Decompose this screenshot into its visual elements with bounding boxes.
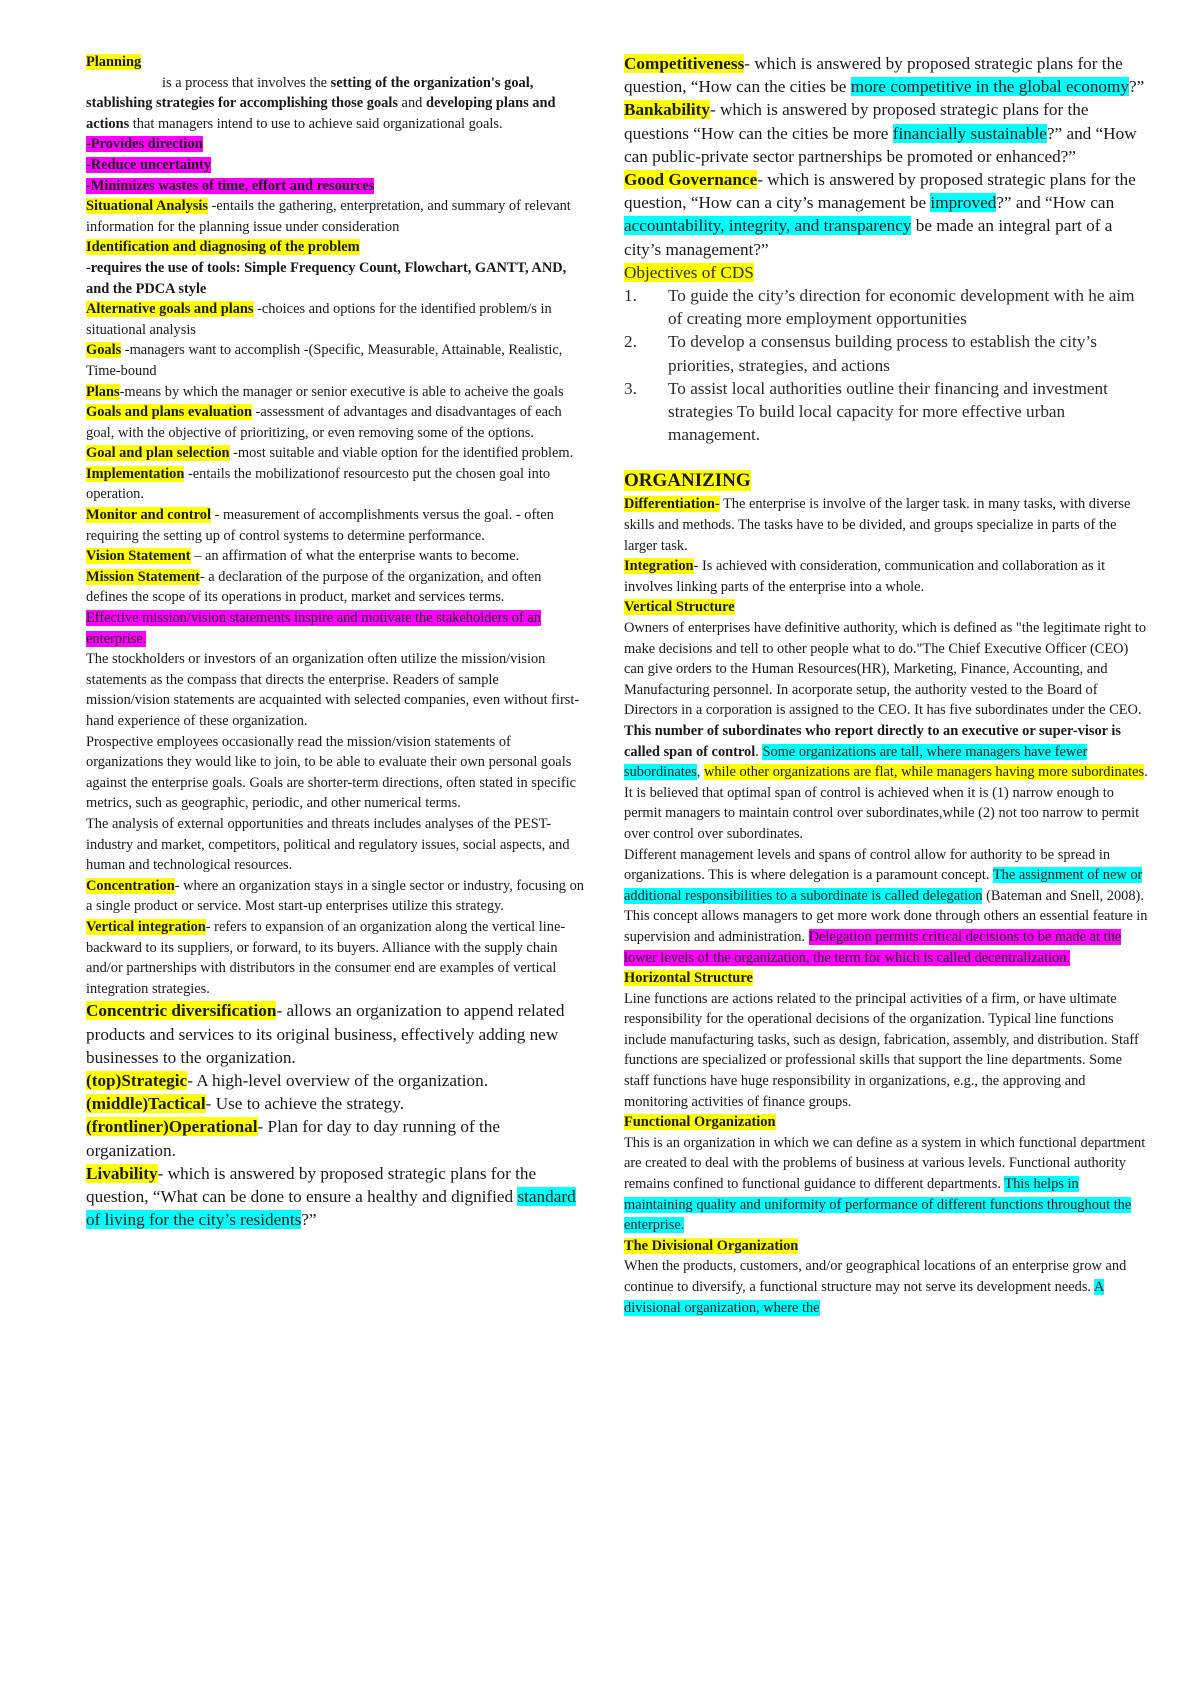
vision-statement: Vision Statement – an affirmation of what the enterprise wants to become. [86, 548, 520, 565]
list-item: 1. To guide the city’s direction for economic development with he aim of creating more employment opportunities [624, 286, 1135, 329]
concentric-diversification: Concentric diversification- allows an organization to append related products and services to its original business, effectively adding new businesses to the organization. [86, 1001, 565, 1067]
identification-term: Identification and diagnosing of the problem [86, 239, 360, 256]
tactical-plan: (middle)Tactical- Use to achieve the strategy. [86, 1094, 405, 1114]
divisional-organization-title: The Divisional Organization [624, 1237, 799, 1254]
list-item: 3. To assist local authorities outline their financing and investment strategies To build local capacity for more effective urban management. [624, 378, 1108, 445]
objectives-title: Objectives of CDS [624, 262, 754, 282]
effective-statements: Effective mission/vision statements inspire and motivate the stakeholders of an enterprise. [86, 610, 541, 647]
divisional-organization-body: When the products, customers, and/or geographical locations of an enterprise grow and continue to diversify, a functional structure may not serve its development needs. A divisional organization, where the [624, 1258, 1127, 1316]
goals-plans-evaluation: Goals and plans evaluation -assessment of advantages and disadvantages of each goal, with the objective of prioritizing, or even removing some of the options. [86, 404, 562, 441]
list-item: 2. To develop a consensus building process to establish the city’s priorities, strategies, and actions [624, 332, 1097, 375]
organizing-heading: ORGANIZING [624, 470, 751, 492]
functional-organization-body: This is an organization in which we can define as a system in which functional department are created to deal with the problems of business at various levels. Functional authority remains confined to functional guidance to different departments. This helps in maintaining quality and uniformity of performance of different functions throughout the enterprise. [624, 1134, 1146, 1234]
differentiation: Differentiation- The enterprise is involve of the larger task. in many tasks, with diverse skills and methods. The tasks have to be divided, and groups specialize in parts of the larger task. [624, 496, 1131, 554]
situational-analysis: Situational Analysis -entails the gathering, enterpretation, and summary of relevant information for the planning issue under consideration [86, 198, 571, 235]
benefit-1: -Provides direction [86, 136, 203, 153]
paragraph-stockholders: The stockholders or investors of an organization often utilize the mission/vision statements as the compass that directs the enterprise. Readers of sample mission/vision statements are acquainted with selected companies, even without first-hand experience of these organization. [86, 651, 580, 729]
livability: Livability- which is answered by proposed strategic plans for the question, “What can be done to ensure a healthy and dignified standard of living for the city’s residents?” [86, 1163, 576, 1230]
paragraph-pest: The analysis of external opportunities and threats includes analyses of the PEST- industry and market, competitors, political and regulatory issues, social aspects, and human and technological resources. [86, 815, 570, 874]
bankability: Bankability- which is answered by proposed strategic plans for the questions “How can the cities be more financially sustainable?” and “How can public-private sector partnerships be promoted or enhanced?” [624, 100, 1137, 166]
paragraph-employees: Prospective employees occasionally read the mission/vision statements of organizations they would like to join, to be able to evaluate their own personal goals against the enterprise goals. Goals are shorter-term directions, often stated in specific metrics, such as geographic, periodic, and other numerical terms. [86, 733, 577, 812]
operational-plan: (frontliner)Operational- Plan for day to day running of the organization. [86, 1117, 501, 1160]
strategic-plan: (top)Strategic- A high-level overview of the organization. [86, 1070, 489, 1090]
delegation-paragraph: Different management levels and spans of control allow for authority to be spread in organizations. This is where delegation is a paramount concept. The assignment of new or additional responsibilities to a subordinate is called delegation (Bateman and Snell, 2008). This concept allows managers to get more work done through others an essential feature in supervision and administration. Delegation permits critical decisions to be made at the lower levels of the organization, the term for which is called decentralization. [624, 846, 1148, 966]
identification-text: -requires the use of tools: Simple Frequency Count, Flowchart, GANTT, AND, and the PDCA style [86, 259, 567, 297]
functional-organization-title: Functional Organization [624, 1114, 776, 1131]
mission-statement: Mission Statement- a declaration of the purpose of the organization, and often defines the scope of its operations in product, market and services terms. [86, 568, 542, 606]
cds-section [624, 52, 1148, 446]
vertical-structure-title: Vertical Structure [624, 599, 735, 616]
monitor-control: Monitor and control - measurement of accomplishments versus the goal. - often requiring the setting up of control systems to determine performance. [86, 507, 554, 544]
benefit-2: -Reduce uncertainty [86, 156, 212, 173]
implementation: Implementation -entails the mobilizationof resourcesto put the chosen goal into operation. [86, 465, 551, 503]
goals: Goals -managers want to accomplish -(Specific, Measurable, Attainable, Realistic, Time-bound [86, 342, 563, 379]
left-column [86, 52, 586, 1231]
planning-title: Planning [86, 54, 142, 70]
goal-plan-selection: Goal and plan selection -most suitable and viable option for the identified problem. [86, 445, 574, 462]
integration: Integration- Is achieved with consideration, communication and collaboration as it involves linking parts of the enterprise into a whole. [624, 558, 1106, 595]
vertical-integration: Vertical integration- refers to expansion of an organization along the vertical line-backward to its suppliers, or forward, to its buyers. Alliance with the supply chain and/or partnerships with distributors in the consumer end are examples of vertical integration strategies. [86, 918, 566, 997]
alternative-goals: Alternative goals and plans -choices and options for the identified problem/s in situational analysis [86, 301, 552, 338]
vertical-structure-body: Owners of enterprises have definitive authority, which is defined as "the legitimate right to make decisions and tell to other people what to do."The Chief Executive Officer (CEO) can give orders to the Human Resources(HR), Marketing, Finance, Accounting, and Manufacturing personnel. In acorporate setup, the authority vested to the Board of Directors in a corporation is assigned to the CEO. It has five subordinates under the CEO. This number of subordinates who report directly to an executive or super-visor is called span of control. Some organizations are tall, where managers have fewer subordinates, while other organizations are flat, while managers having more subordinates. It is believed that optimal span of control is achieved when it is (1) narrow enough to permit managers to maintain control over subordinates,while (2) not too narrow to permit over control over subordinates. [624, 620, 1148, 842]
planning-paragraph: Planning is a process that involves the setting of the organization's goal, stablishing strategies for accomplishing those goals and developing plans and actions that managers intend to use to achieve said organizational goals. [86, 54, 556, 132]
horizontal-structure-title: Horizontal Structure [624, 970, 753, 987]
competitiveness: Competitiveness- which is answered by proposed strategic plans for the question, “How can the cities be more competitive in the global economy?” [624, 54, 1145, 97]
benefit-3: -Minimizes wastes of time, effort and resources [86, 177, 375, 194]
concentration: Concentration- where an organization stays in a single sector or industry, focusing on a single product or service. Most start-up enterprises utilize this strategy. [86, 877, 584, 915]
good-governance: Good Governance- which is answered by proposed strategic plans for the question, “How can a city’s management be improved?” and “How can accountability, integrity, and transparency be made an integral part of a city’s management?” [624, 170, 1136, 259]
horizontal-structure-body: Line functions are actions related to the principal activities of a firm, or have ultimate responsibility for the operational decisions of the organization. Typical line functions include manufacturing tasks, such as design, fabrication, assembly, and distribution. Staff functions are specialized or professional skills that support the line departments. Some staff functions have huge responsibility in organizations, e.g., the approving and monitoring activities of finance groups. [624, 990, 1139, 1110]
objectives-list [624, 284, 1148, 446]
right-column [624, 52, 1148, 1318]
plans: Plans-means by which the manager or senior executive is able to acheive the goals [86, 383, 564, 400]
